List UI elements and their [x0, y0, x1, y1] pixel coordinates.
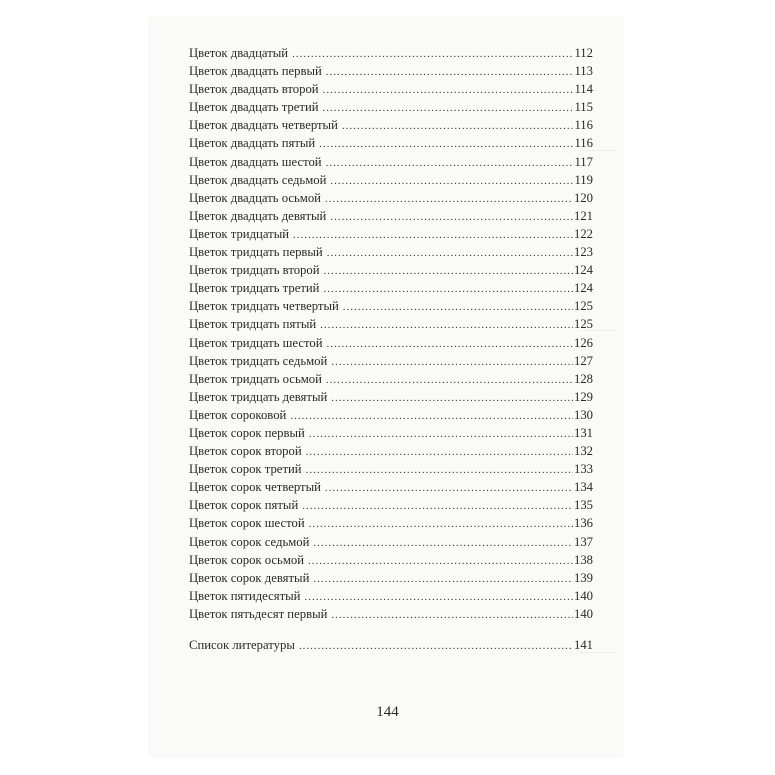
toc-entry	[189, 315, 593, 333]
toc-entry-page: 122	[573, 226, 593, 241]
toc-entry	[189, 62, 593, 80]
toc-entry	[189, 496, 593, 514]
toc-entry-title: Цветок тридцать первый	[189, 245, 323, 260]
dot-leader	[306, 443, 573, 461]
toc-entry-title: Цветок сорок девятый	[189, 570, 310, 585]
toc-entry-page: 117	[574, 154, 593, 169]
toc-entry	[189, 352, 593, 370]
toc-entry-title: Цветок сорок первый	[189, 425, 305, 440]
toc-entry	[189, 424, 593, 442]
toc-entry	[189, 569, 593, 587]
toc-entry-page: 120	[573, 190, 593, 205]
toc-entry	[189, 551, 593, 569]
toc-entry	[189, 134, 593, 152]
dot-leader	[327, 335, 573, 353]
toc-entry-title: Цветок сорок седьмой	[189, 534, 310, 549]
dot-leader	[327, 244, 573, 262]
toc-entry-title: Цветок двадцать девятый	[189, 208, 327, 223]
toc-entry-page: 137	[573, 534, 593, 549]
toc-entry-page: 136	[573, 516, 593, 531]
dot-leader	[331, 606, 573, 624]
toc-entry	[189, 98, 593, 116]
toc-entry-title: Цветок сорок третий	[189, 462, 302, 477]
toc-entry-page: 119	[574, 172, 593, 187]
toc-entry-page: 116	[574, 136, 593, 151]
toc-entry-page: 112	[574, 46, 593, 60]
toc-entry-page: 140	[573, 588, 593, 603]
dot-leader	[326, 63, 574, 81]
dot-leader	[320, 316, 573, 334]
dot-leader	[302, 497, 573, 515]
toc-entry-page: 121	[573, 208, 593, 223]
toc-entry-title: Цветок двадцать шестой	[189, 154, 322, 169]
toc-entry-title: Цветок тридцать третий	[189, 281, 320, 296]
toc-entry-title: Цветок сорок пятый	[189, 498, 299, 513]
toc-entry-page: 139	[573, 570, 593, 585]
toc-entry-title: Цветок двадцать третий	[189, 100, 319, 115]
dot-leader	[306, 461, 573, 479]
toc-entry	[189, 225, 593, 243]
toc-entry-title: Цветок двадцать седьмой	[189, 172, 327, 187]
dot-leader	[331, 353, 573, 371]
dot-leader	[304, 588, 573, 606]
toc-entry-page: 138	[573, 552, 593, 567]
toc-entry	[189, 243, 593, 261]
dot-leader	[313, 570, 573, 588]
toc-entry-title: Список литературы	[189, 638, 295, 652]
toc-entry-title: Цветок двадцатый	[189, 46, 289, 60]
toc-entry-page: 114	[574, 82, 593, 97]
dot-leader	[325, 190, 573, 208]
toc-entry-title: Цветок сорок четвертый	[189, 480, 321, 495]
toc-entry	[189, 388, 593, 406]
page-number: 144	[376, 704, 399, 720]
dot-leader	[325, 479, 573, 497]
toc-entry	[189, 442, 593, 460]
toc-entry-page: 116	[574, 118, 593, 133]
toc-entry-title: Цветок тридцать второй	[189, 263, 320, 278]
toc-entry-page: 141	[573, 638, 593, 652]
toc-entry-page: 127	[573, 353, 593, 368]
toc-entry-title: Цветок двадцать осьмой	[189, 190, 321, 205]
toc-entry	[189, 44, 593, 62]
toc-entry-title: Цветок сороковой	[189, 407, 287, 422]
toc-entry-title: Цветок двадцать второй	[189, 82, 319, 97]
toc-entry	[189, 279, 593, 297]
toc-entry	[189, 207, 593, 225]
toc-entry-page: 131	[573, 425, 593, 440]
toc-entry-title: Цветок тридцать осьмой	[189, 371, 322, 386]
dot-leader	[331, 389, 573, 407]
dot-leader	[342, 117, 574, 135]
toc-entry-page: 125	[573, 317, 593, 332]
toc-entry-title: Цветок пятидесятый	[189, 588, 301, 603]
dot-leader	[319, 135, 573, 153]
toc-entry-title: Цветок сорок второй	[189, 444, 302, 459]
toc-entry-title: Цветок тридцать седьмой	[189, 353, 328, 368]
dot-leader	[309, 425, 573, 443]
toc-entry-page: 123	[573, 245, 593, 260]
toc-entry-title: Цветок пятьдесят первый	[189, 606, 328, 621]
toc-entry	[189, 587, 593, 605]
dot-leader	[309, 515, 573, 533]
dot-leader	[326, 371, 573, 389]
dot-leader	[308, 552, 573, 570]
toc-entry-title: Цветок двадцать пятый	[189, 136, 316, 151]
toc-entry-title: Цветок тридцатый	[189, 226, 290, 241]
toc-entry	[189, 605, 593, 623]
table-of-contents	[189, 44, 593, 654]
dot-leader	[343, 298, 573, 316]
toc-entry-page: 135	[573, 498, 593, 513]
toc-entry-page: 124	[573, 281, 593, 296]
toc-entry-page: 133	[573, 462, 593, 477]
toc-entry	[189, 171, 593, 189]
toc-entry-title: Цветок сорок шестой	[189, 516, 305, 531]
dot-leader	[323, 81, 574, 99]
toc-entry-page: 134	[573, 480, 593, 495]
toc-entry	[189, 116, 593, 134]
toc-entry-title: Цветок тридцать четвертый	[189, 299, 339, 314]
toc-entry	[189, 514, 593, 532]
dot-leader	[323, 280, 573, 298]
toc-entry-page: 124	[573, 263, 593, 278]
toc-entry	[189, 370, 593, 388]
dot-leader	[293, 226, 573, 244]
dot-leader	[330, 208, 573, 226]
toc-entry-title: Цветок сорок осьмой	[189, 552, 305, 567]
toc-entry-page: 129	[573, 389, 593, 404]
toc-entry	[189, 334, 593, 352]
toc-entry-title: Цветок тридцать пятый	[189, 317, 317, 332]
dot-leader	[290, 407, 573, 425]
toc-entry	[189, 460, 593, 478]
toc-entry-title: Цветок двадцать четвертый	[189, 118, 338, 133]
dot-leader	[313, 534, 573, 552]
toc-entry-page: 130	[573, 407, 593, 422]
toc-entry	[189, 406, 593, 424]
toc-entry-page: 140	[573, 606, 593, 621]
dot-leader	[292, 45, 573, 63]
toc-entry	[189, 261, 593, 279]
toc-entry-page: 126	[573, 335, 593, 350]
toc-entry	[189, 533, 593, 551]
toc-entry-title: Цветок тридцать девятый	[189, 389, 328, 404]
dot-leader	[299, 637, 573, 655]
toc-entry-page: 113	[574, 64, 593, 79]
toc-entry-bibliography	[189, 636, 593, 654]
dot-leader	[323, 99, 574, 117]
toc-entry-page: 125	[573, 299, 593, 314]
dot-leader	[324, 262, 573, 280]
dot-leader	[326, 154, 574, 172]
toc-entry	[189, 189, 593, 207]
toc-entry-title: Цветок двадцать первый	[189, 64, 322, 79]
toc-entry	[189, 478, 593, 496]
toc-entry	[189, 297, 593, 315]
toc-entry-page: 128	[573, 371, 593, 386]
dot-leader	[330, 172, 573, 190]
toc-entry	[189, 80, 593, 98]
toc-entry-page: 115	[574, 100, 593, 115]
toc-entry-title: Цветок тридцать шестой	[189, 335, 323, 350]
toc-entry-page: 132	[573, 444, 593, 459]
toc-entry	[189, 153, 593, 171]
